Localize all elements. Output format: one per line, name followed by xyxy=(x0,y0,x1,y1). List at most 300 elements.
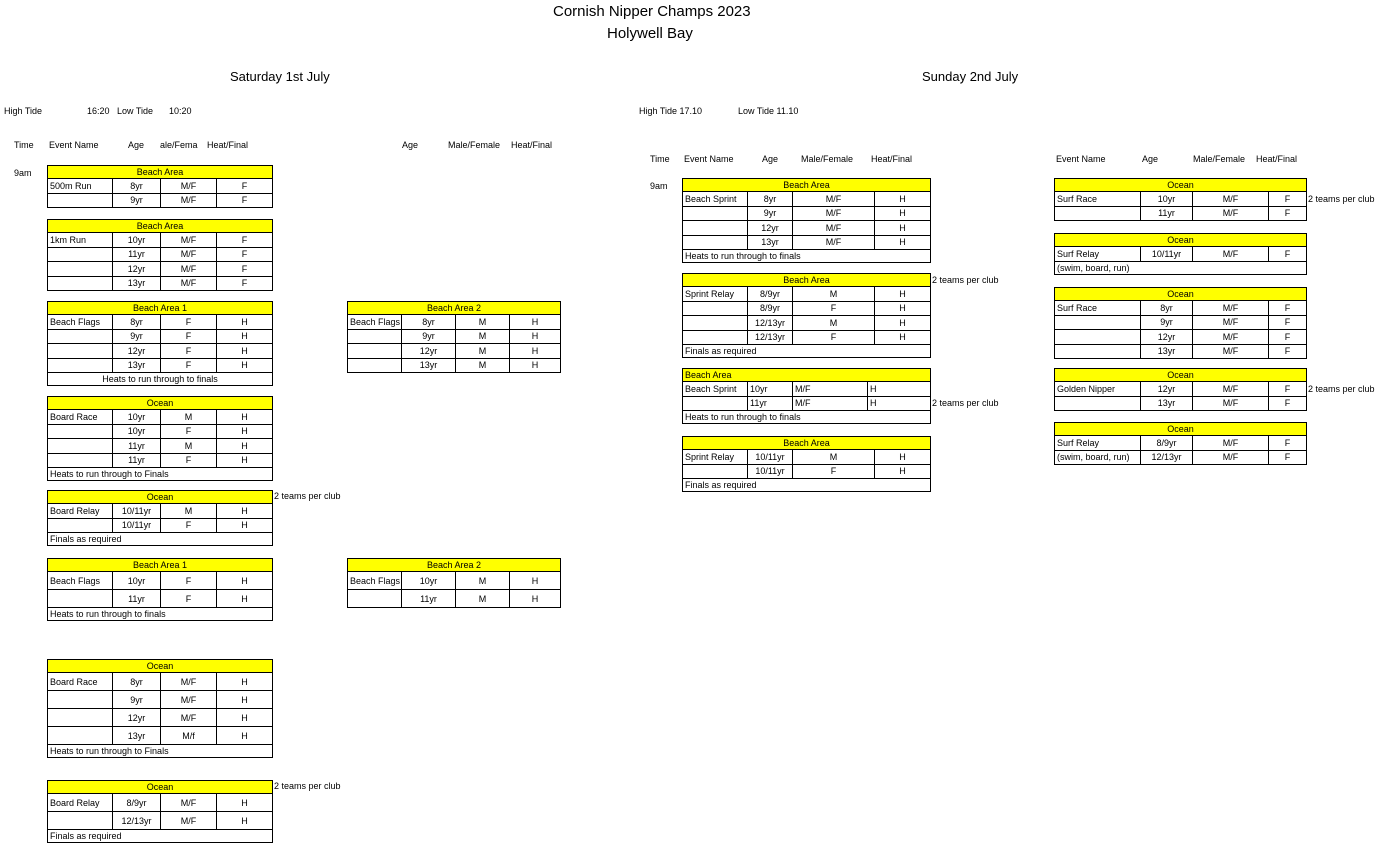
area-header: Beach Area xyxy=(683,179,931,192)
heat-final-cell: F xyxy=(217,247,273,262)
block-note: Finals as required xyxy=(48,830,273,843)
age-cell: 8yr xyxy=(113,179,161,194)
heat-final-cell: F xyxy=(1269,315,1307,330)
teams-per-club-note: 2 teams per club xyxy=(1308,384,1375,394)
table-row xyxy=(48,691,273,709)
gender-cell: M xyxy=(456,358,510,373)
event-block xyxy=(47,301,273,386)
block-note: Finals as required xyxy=(683,479,931,492)
gender-cell: M/F xyxy=(793,382,868,397)
gender-cell: M/F xyxy=(1193,192,1269,207)
age-cell: 8/9yr xyxy=(113,794,161,812)
area-header: Ocean xyxy=(48,781,273,794)
age-cell: 10yr xyxy=(748,382,793,397)
heat-final-cell: H xyxy=(510,358,561,373)
sat-right-col-mf: Male/Female xyxy=(448,140,501,150)
heat-final-cell: H xyxy=(217,504,273,519)
teams-per-club-note: 2 teams per club xyxy=(1308,194,1375,204)
gender-cell: M/F xyxy=(161,179,217,194)
gender-cell: M xyxy=(456,315,510,330)
area-header: Ocean xyxy=(1055,423,1307,436)
age-cell: 11yr xyxy=(113,453,161,468)
gender-cell: M xyxy=(456,329,510,344)
heat-final-cell: H xyxy=(875,301,931,316)
event-name-cell: Surf Relay xyxy=(1055,247,1141,262)
event-block xyxy=(682,273,931,358)
gender-cell: M/F xyxy=(161,247,217,262)
event-block xyxy=(1054,368,1307,411)
block-note: Heats to run through to Finals xyxy=(48,745,273,758)
gender-cell: F xyxy=(161,329,217,344)
heat-final-cell: H xyxy=(510,344,561,359)
table-row xyxy=(48,709,273,727)
sat-low-tide-label: Low Tide xyxy=(117,106,154,116)
block-note: Heats to run through to finals xyxy=(48,608,273,621)
sun-col-time: Time xyxy=(650,154,670,164)
heat-final-cell: F xyxy=(1269,192,1307,207)
table-row xyxy=(48,179,273,194)
gender-cell: M/F xyxy=(1193,330,1269,345)
heat-final-cell: F xyxy=(1269,382,1307,397)
gender-cell: M/F xyxy=(161,262,217,277)
block-note: Heats to run through to finals xyxy=(683,411,931,424)
age-cell: 12yr xyxy=(402,344,456,359)
gender-cell: M/F xyxy=(1193,301,1269,316)
event-name-cell xyxy=(48,247,113,262)
event-name-cell xyxy=(683,206,748,221)
heat-final-cell: H xyxy=(217,812,273,830)
table-row xyxy=(48,504,273,519)
event-name-cell xyxy=(48,727,113,745)
event-name-cell: Board Relay xyxy=(48,794,113,812)
heat-final-cell: H xyxy=(217,329,273,344)
table-row xyxy=(683,382,931,397)
heat-final-cell: F xyxy=(1269,450,1307,465)
event-block xyxy=(47,219,273,291)
table-row xyxy=(683,396,931,411)
age-cell: 10/11yr xyxy=(1141,247,1193,262)
area-header: Ocean xyxy=(48,660,273,673)
event-name-cell: Board Race xyxy=(48,410,113,425)
age-cell: 10/11yr xyxy=(113,504,161,519)
heat-final-cell: H xyxy=(217,691,273,709)
event-name-cell xyxy=(683,301,748,316)
gender-cell: F xyxy=(161,572,217,590)
block-note: Finals as required xyxy=(683,345,931,358)
gender-cell: M/F xyxy=(1193,247,1269,262)
table-row xyxy=(348,572,561,590)
table-row xyxy=(48,439,273,454)
sat-col-age: Age xyxy=(128,140,145,150)
event-block xyxy=(682,178,931,263)
heat-final-cell: F xyxy=(1269,330,1307,345)
gender-cell: M/F xyxy=(1193,344,1269,359)
sat-start-time: 9am xyxy=(14,168,32,178)
event-block xyxy=(47,659,273,758)
gender-cell: F xyxy=(161,453,217,468)
gender-cell: M/F xyxy=(1193,450,1269,465)
event-name-cell xyxy=(48,329,113,344)
gender-cell: M/F xyxy=(793,192,875,207)
area-header: Beach Area 1 xyxy=(48,559,273,572)
table-row xyxy=(1055,192,1307,207)
heat-final-cell: H xyxy=(875,192,931,207)
gender-cell: M/F xyxy=(1193,436,1269,451)
event-name-cell xyxy=(48,691,113,709)
event-block xyxy=(1054,233,1307,275)
event-name-cell: Sprint Relay xyxy=(683,450,748,465)
event-name-cell: Beach Flags xyxy=(48,572,113,590)
event-name-cell: Beach Flags xyxy=(348,572,402,590)
block-note: (swim, board, run) xyxy=(1055,261,1307,274)
heat-final-cell: F xyxy=(1269,206,1307,221)
table-row xyxy=(1055,247,1307,262)
gender-cell: M/F xyxy=(793,235,875,250)
sun-col-heat: Heat/Final xyxy=(871,154,913,164)
age-cell: 8yr xyxy=(113,315,161,330)
event-name-cell xyxy=(48,193,113,208)
event-name-cell xyxy=(348,358,402,373)
age-cell: 11yr xyxy=(113,247,161,262)
event-name-cell xyxy=(48,358,113,373)
area-header: Beach Area xyxy=(683,274,931,287)
age-cell: 10yr xyxy=(402,572,456,590)
gender-cell: M/F xyxy=(1193,396,1269,411)
age-cell: 13yr xyxy=(748,235,793,250)
gender-cell: M/F xyxy=(161,233,217,248)
event-name-cell xyxy=(1055,206,1141,221)
area-header: Beach Area 2 xyxy=(348,559,561,572)
heat-final-cell: H xyxy=(217,727,273,745)
gender-cell: M xyxy=(793,287,875,302)
event-name-cell: Beach Sprint xyxy=(683,192,748,207)
heat-final-cell: H xyxy=(875,330,931,345)
event-name-cell xyxy=(348,344,402,359)
event-block xyxy=(1054,178,1307,221)
age-cell: 13yr xyxy=(113,358,161,373)
table-row xyxy=(48,315,273,330)
table-row xyxy=(683,206,931,221)
teams-per-club-note: 2 teams per club xyxy=(932,275,999,285)
gender-cell: M xyxy=(456,590,510,608)
age-cell: 8/9yr xyxy=(748,287,793,302)
event-name-cell xyxy=(48,518,113,533)
age-cell: 12/13yr xyxy=(748,330,793,345)
table-row xyxy=(1055,206,1307,221)
event-block xyxy=(347,301,561,373)
gender-cell: M/F xyxy=(161,673,217,691)
heat-final-cell: H xyxy=(510,315,561,330)
gender-cell: M xyxy=(161,439,217,454)
table-row xyxy=(1055,396,1307,411)
gender-cell: M/F xyxy=(793,206,875,221)
age-cell: 13yr xyxy=(113,727,161,745)
table-row xyxy=(1055,330,1307,345)
gender-cell: M/F xyxy=(161,193,217,208)
age-cell: 11yr xyxy=(113,590,161,608)
gender-cell: M xyxy=(161,410,217,425)
heat-final-cell: F xyxy=(217,179,273,194)
heat-final-cell: H xyxy=(510,590,561,608)
sun-col-event: Event Name xyxy=(684,154,734,164)
area-header: Beach Area 1 xyxy=(48,302,273,315)
table-row xyxy=(48,424,273,439)
table-row xyxy=(683,464,931,479)
table-row xyxy=(683,330,931,345)
heat-final-cell: F xyxy=(217,276,273,291)
age-cell: 9yr xyxy=(113,329,161,344)
table-row xyxy=(48,794,273,812)
age-cell: 13yr xyxy=(113,276,161,291)
age-cell: 9yr xyxy=(1141,315,1193,330)
table-row xyxy=(1055,436,1307,451)
area-header: Ocean xyxy=(1055,179,1307,192)
gender-cell: M xyxy=(793,450,875,465)
heat-final-cell: F xyxy=(217,233,273,248)
table-row xyxy=(683,235,931,250)
table-row xyxy=(1055,344,1307,359)
age-cell: 10yr xyxy=(113,410,161,425)
event-name-cell xyxy=(1055,396,1141,411)
age-cell: 12yr xyxy=(1141,330,1193,345)
event-block xyxy=(347,558,561,608)
age-cell: 10/11yr xyxy=(748,450,793,465)
gender-cell: M/F xyxy=(161,276,217,291)
block-note: Heats to run through to finals xyxy=(48,373,273,386)
event-name-cell xyxy=(683,235,748,250)
age-cell: 11yr xyxy=(748,396,793,411)
event-block xyxy=(47,558,273,621)
heat-final-cell: H xyxy=(510,329,561,344)
heat-final-cell: H xyxy=(875,464,931,479)
event-name-cell: Surf Race xyxy=(1055,192,1141,207)
table-row xyxy=(683,316,931,331)
event-name-cell xyxy=(683,464,748,479)
heat-final-cell: F xyxy=(217,193,273,208)
event-name-cell: Beach Sprint xyxy=(683,382,748,397)
event-block xyxy=(682,436,931,492)
table-row xyxy=(48,673,273,691)
event-name-cell xyxy=(683,330,748,345)
table-row xyxy=(1055,382,1307,397)
sat-high-tide-time: 16:20 xyxy=(87,106,110,116)
age-cell: 9yr xyxy=(113,193,161,208)
event-name-cell xyxy=(348,590,402,608)
gender-cell: M/f xyxy=(161,727,217,745)
age-cell: 11yr xyxy=(113,439,161,454)
gender-cell: M xyxy=(456,572,510,590)
area-header: Ocean xyxy=(48,397,273,410)
age-cell: 12/13yr xyxy=(1141,450,1193,465)
block-note: Heats to run through to Finals xyxy=(48,468,273,481)
heat-final-cell: H xyxy=(217,518,273,533)
heat-final-cell: F xyxy=(1269,344,1307,359)
heat-final-cell: F xyxy=(1269,436,1307,451)
gender-cell: M/F xyxy=(161,794,217,812)
age-cell: 12/13yr xyxy=(748,316,793,331)
table-row xyxy=(1055,450,1307,465)
table-row xyxy=(48,344,273,359)
table-row xyxy=(48,453,273,468)
age-cell: 12yr xyxy=(748,221,793,236)
area-header: Beach Area xyxy=(48,220,273,233)
table-row xyxy=(48,812,273,830)
sat-col-event: Event Name xyxy=(49,140,99,150)
area-header: Beach Area 2 xyxy=(348,302,561,315)
event-block xyxy=(47,165,273,208)
heat-final-cell: H xyxy=(510,572,561,590)
table-row xyxy=(48,410,273,425)
table-row xyxy=(48,590,273,608)
heat-final-cell: H xyxy=(875,235,931,250)
table-row xyxy=(48,233,273,248)
table-row xyxy=(48,247,273,262)
event-block xyxy=(1054,422,1307,465)
event-name-cell xyxy=(348,329,402,344)
table-row xyxy=(48,329,273,344)
event-name-cell: Board Race xyxy=(48,673,113,691)
event-name-cell xyxy=(48,262,113,277)
event-block xyxy=(682,368,931,424)
heat-final-cell: H xyxy=(217,344,273,359)
table-row xyxy=(348,329,561,344)
age-cell: 8yr xyxy=(748,192,793,207)
area-header: Ocean xyxy=(1055,234,1307,247)
gender-cell: M/F xyxy=(161,812,217,830)
sun-col-mf: Male/Female xyxy=(801,154,854,164)
event-name-cell xyxy=(48,439,113,454)
sat-col-heat: Heat/Final xyxy=(207,140,249,150)
event-block xyxy=(47,396,273,481)
heat-final-cell: H xyxy=(875,316,931,331)
event-name-cell xyxy=(1055,330,1141,345)
age-cell: 8yr xyxy=(402,315,456,330)
age-cell: 11yr xyxy=(402,590,456,608)
age-cell: 10yr xyxy=(113,424,161,439)
age-cell: 9yr xyxy=(113,691,161,709)
heat-final-cell: H xyxy=(217,673,273,691)
saturday-heading: Saturday 1st July xyxy=(230,69,330,84)
event-name-cell: Surf Race xyxy=(1055,301,1141,316)
block-note: Heats to run through to finals xyxy=(683,250,931,263)
sun-right-col-age: Age xyxy=(1142,154,1159,164)
heat-final-cell: H xyxy=(217,590,273,608)
heat-final-cell: H xyxy=(217,358,273,373)
event-name-cell xyxy=(1055,344,1141,359)
heat-final-cell: H xyxy=(868,382,931,397)
sun-col-age: Age xyxy=(762,154,779,164)
age-cell: 10yr xyxy=(113,572,161,590)
age-cell: 13yr xyxy=(402,358,456,373)
table-row xyxy=(683,192,931,207)
age-cell: 9yr xyxy=(402,329,456,344)
gender-cell: M/F xyxy=(1193,382,1269,397)
event-name-cell: Surf Relay xyxy=(1055,436,1141,451)
sat-col-mf: ale/Fema xyxy=(160,140,198,150)
age-cell: 12/13yr xyxy=(113,812,161,830)
table-row xyxy=(348,590,561,608)
area-header: Beach Area xyxy=(48,166,273,179)
heat-final-cell: F xyxy=(217,262,273,277)
heat-final-cell: H xyxy=(217,424,273,439)
gender-cell: M xyxy=(161,504,217,519)
gender-cell: F xyxy=(161,344,217,359)
event-name-cell: Beach Flags xyxy=(48,315,113,330)
event-name-cell: 1km Run xyxy=(48,233,113,248)
age-cell: 13yr xyxy=(1141,396,1193,411)
event-name-cell xyxy=(48,424,113,439)
table-row xyxy=(48,572,273,590)
gender-cell: M xyxy=(793,316,875,331)
gender-cell: F xyxy=(793,330,875,345)
heat-final-cell: H xyxy=(217,709,273,727)
gender-cell: M xyxy=(456,344,510,359)
heat-final-cell: H xyxy=(217,794,273,812)
heat-final-cell: H xyxy=(875,287,931,302)
sun-high-tide: High Tide 17.10 xyxy=(639,106,703,116)
sat-low-tide-time: 10:20 xyxy=(169,106,192,116)
table-row xyxy=(683,221,931,236)
gender-cell: M/F xyxy=(1193,315,1269,330)
sun-low-tide: Low Tide 11.10 xyxy=(738,106,799,116)
gender-cell: F xyxy=(161,518,217,533)
sat-high-tide-label: High Tide xyxy=(4,106,43,116)
event-name-cell: Beach Flags xyxy=(348,315,402,330)
heat-final-cell: F xyxy=(1269,301,1307,316)
table-row xyxy=(48,518,273,533)
heat-final-cell: H xyxy=(217,453,273,468)
area-header: Ocean xyxy=(1055,369,1307,382)
area-header: Ocean xyxy=(48,491,273,504)
gender-cell: F xyxy=(161,590,217,608)
table-row xyxy=(48,262,273,277)
heat-final-cell: H xyxy=(875,221,931,236)
sun-start-time: 9am xyxy=(650,181,668,191)
event-name-cell: Golden Nipper xyxy=(1055,382,1141,397)
area-header: Ocean xyxy=(1055,288,1307,301)
page-subtitle: Holywell Bay xyxy=(607,25,693,42)
event-block xyxy=(1054,287,1307,359)
heat-final-cell: H xyxy=(217,572,273,590)
table-row xyxy=(348,344,561,359)
event-name-cell xyxy=(48,590,113,608)
heat-final-cell: F xyxy=(1269,247,1307,262)
heat-final-cell: H xyxy=(875,206,931,221)
gender-cell: M/F xyxy=(793,396,868,411)
gender-cell: M/F xyxy=(793,221,875,236)
area-header: Beach Area xyxy=(683,369,931,382)
heat-final-cell: F xyxy=(1269,396,1307,411)
age-cell: 8yr xyxy=(1141,301,1193,316)
event-name-cell xyxy=(48,709,113,727)
event-block xyxy=(47,490,273,546)
sat-col-time: Time xyxy=(14,140,34,150)
sun-right-col-mf: Male/Female xyxy=(1193,154,1246,164)
heat-final-cell: H xyxy=(875,450,931,465)
age-cell: 9yr xyxy=(748,206,793,221)
age-cell: 10/11yr xyxy=(113,518,161,533)
event-name-cell: (swim, board, run) xyxy=(1055,450,1141,465)
age-cell: 8yr xyxy=(113,673,161,691)
age-cell: 11yr xyxy=(1141,206,1193,221)
event-name-cell xyxy=(48,344,113,359)
block-note: Finals as required xyxy=(48,533,273,546)
age-cell: 12yr xyxy=(113,262,161,277)
heat-final-cell: H xyxy=(217,439,273,454)
table-row xyxy=(683,287,931,302)
event-name-cell xyxy=(683,221,748,236)
gender-cell: M/F xyxy=(1193,206,1269,221)
